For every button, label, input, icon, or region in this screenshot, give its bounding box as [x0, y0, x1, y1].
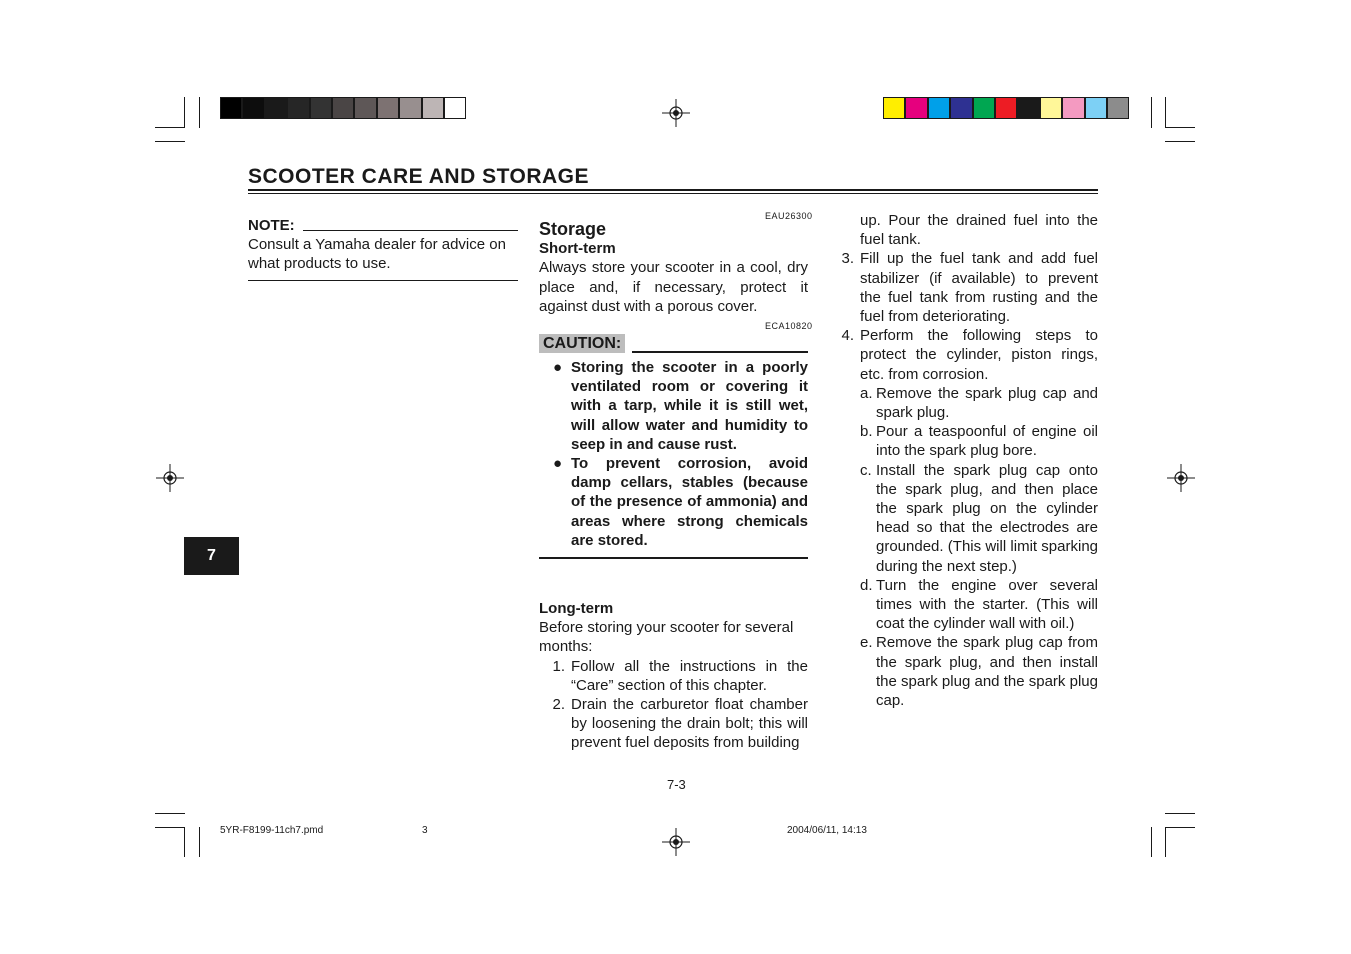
short-term-heading: Short-term [539, 240, 616, 258]
sub-list-item: e. Remove the spark plug cap from the spark plug, and then install the spark plug and the spark plug cap. [860, 634, 1098, 710]
footer-date: 2004/06/11, 14:13 [787, 825, 867, 836]
caution-code: ECA10820 [765, 321, 813, 331]
footer-page: 3 [422, 825, 428, 836]
color-swatch [444, 97, 466, 119]
footer-file: 5YR-F8199-11ch7.pmd [220, 825, 324, 836]
chapter-tab: 7 [184, 537, 239, 575]
long-term-section [539, 599, 808, 753]
page-number: 7-3 [667, 777, 686, 792]
list-item: 1. Follow all the instructions in the “Care” section of this chapter. [552, 657, 808, 694]
list-item: 3. Fill up the fuel tank and add fuel stabilizer (if available) to prevent the fuel tank from rusting and the fuel from deteriorating. [841, 250, 1098, 326]
list-item: 2. Drain the carburetor float chamber by loosening the drain bolt; this will prevent fuel deposits from building [552, 696, 808, 752]
color-swatch [354, 97, 376, 119]
list-item: 4. Perform the following steps to protect the cylinder, piston rings, etc. from corrosion. [841, 327, 1098, 383]
color-swatch [422, 97, 444, 119]
color-swatch [242, 97, 264, 119]
note-box [248, 216, 518, 274]
caution-bullet: ● Storing the scooter in a poorly ventilated room or covering it with a tarp, while it is still wet, will allow water and humidity to seep in and cause rust. [553, 359, 808, 453]
color-swatch [1017, 97, 1039, 119]
registration-mark-icon [662, 828, 690, 856]
color-swatch [1085, 97, 1107, 119]
sub-list-item: a. Remove the spark plug cap and spark plug. [860, 384, 1098, 422]
color-swatch [973, 97, 995, 119]
color-swatch [1062, 97, 1084, 119]
sub-list-item: b. Pour a teaspoonful of engine oil into the spark plug bore. [860, 423, 1098, 460]
caution-bottom-rule [539, 557, 808, 559]
page-title: SCOOTER CARE AND STORAGE [248, 165, 590, 188]
note-text: Consult a Yamaha dealer for advice on what products to use. [248, 236, 506, 273]
caution-rule [632, 351, 808, 353]
color-swatch [995, 97, 1017, 119]
color-swatch [928, 97, 950, 119]
color-swatch [950, 97, 972, 119]
registration-mark-icon [662, 99, 690, 127]
caution-box [539, 358, 808, 550]
color-swatch [332, 97, 354, 119]
sub-list [828, 384, 1098, 710]
color-swatch [1040, 97, 1062, 119]
color-swatch [265, 97, 287, 119]
continued-text: up. Pour the drained fuel into the fuel tank. [860, 212, 1098, 249]
color-swatch [377, 97, 399, 119]
color-swatch [220, 97, 242, 119]
caution-bullet: ● To prevent corrosion, avoid damp cellars, stables (because of the presence of ammonia) and areas where strong chemicals are stored. [553, 455, 808, 549]
caution-label: CAUTION: [539, 334, 625, 353]
right-column [828, 211, 1098, 710]
long-term-heading: Long-term [539, 600, 614, 617]
color-swatch [1107, 97, 1129, 119]
color-swatch [287, 97, 309, 119]
registration-mark-icon [1167, 464, 1195, 492]
note-label: NOTE: [248, 217, 295, 234]
storage-section [539, 220, 808, 316]
sub-list-item: d. Turn the engine over several times with the starter. (This will coat the cylinder wall with oil.) [860, 576, 1098, 633]
color-swatch [883, 97, 905, 119]
color-swatch [310, 97, 332, 119]
long-term-intro: Before storing your scooter for several months: [539, 619, 794, 656]
storage-heading: Storage [539, 219, 607, 239]
title-rule-thin [248, 193, 1098, 194]
registration-mark-icon [156, 464, 184, 492]
title-rule [248, 189, 1098, 191]
sub-list-item: c. Install the spark plug cap onto the spark plug, and then place the spark plug on the cylinder head so that the electrodes are grounded. (This will limit sparking during the next step.) [860, 461, 1098, 575]
section-code: EAU26300 [765, 211, 813, 221]
note-bottom-rule [248, 280, 518, 281]
short-term-text: Always store your scooter in a cool, dry place and, if necessary, protect it against dust with a porous cover. [539, 259, 808, 315]
color-swatch [399, 97, 421, 119]
color-swatch [905, 97, 927, 119]
